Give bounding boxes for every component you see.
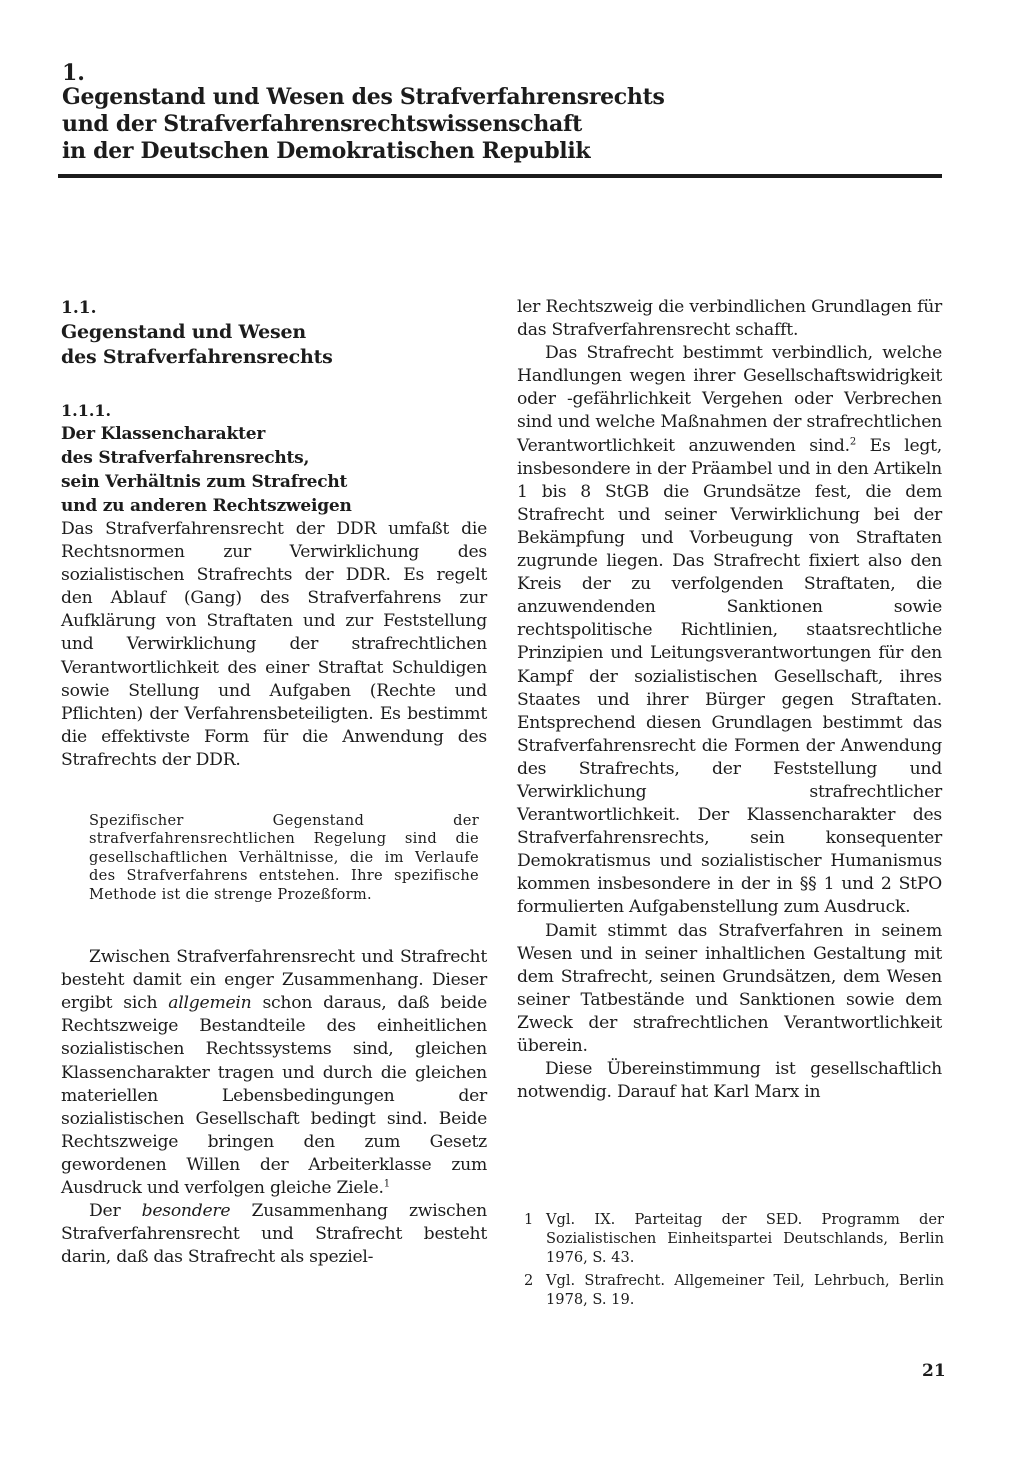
footnote-ref: 2 <box>849 435 856 447</box>
title-rule <box>58 174 942 178</box>
paragraph <box>517 342 942 919</box>
subsection-number: 1.1.1. <box>61 401 112 420</box>
paragraph: Das Strafverfahrensrecht der DDR umfaßt die Rechtsnormen zur Verwirklichung des sozialistischen Strafrechts der DDR. Es regelt den Ablauf (Gang) des Strafverfahrens zur Aufklärung von Straftaten und zur Feststellung und Verwirklichung der strafrechtlichen Verantwortlichkeit des einer Straftat Schuldigen sowie Stellung und Aufgaben (Rechte und Pflichten) der Verfahrensbeteiligten. Es bestimmt die effektivste Form für die Anwendung des Strafrechts der DDR. <box>61 519 487 770</box>
paragraph <box>61 946 487 1200</box>
paragraph-text: Es legt, insbesondere in der Präambel und in den Artikeln 1 bis 8 StGB die Grundsätze fest, die dem Strafrecht und seiner Verwirklichung bei der Bekämpfung und Vorbeugung von Straftaten zugrunde liegen. Das Strafrecht fixiert also den Kreis der zu verfolgenden Straftaten, die anzuwendenden Sanktionen sowie rechtspolitische Richtlinien, staatsrechtliche Prinzipien und Leitungsverantwortungen für den Kampf der sozialistischen Gesellschaft, ihres Staates und ihrer Bürger gegen Straftaten. Entsprechend diesen Grundlagen bestimmt das Strafverfahrensrecht die Formen der Anwendung des Strafrechts, der Feststellung und Verwirklichung strafrechtlicher Verantwortlichkeit. Der Klassencharakter des Strafverfahrensrechts, sein konsequenter Demokratismus und sozialistischer Humanismus kommen insbesondere in der in §§ 1 und 2 StPO formulierten Aufgabenstellung zum Ausdruck. <box>517 435 942 918</box>
emphasis-text: besondere <box>141 1201 231 1222</box>
chapter-number: 1. <box>62 60 85 86</box>
emphasis-text: allgemein <box>168 993 252 1014</box>
highlight-box: Spezifischer Gegenstand der strafverfahrensrechtlichen Regelung sind die gesellschaftlichen Verhältnisse, die im Verlaufe des Strafverfahrens entstehen. Ihre spezifische Methode ist die strenge Prozeßform. <box>89 812 479 903</box>
footnote <box>524 1271 944 1309</box>
footnotes <box>524 1210 944 1313</box>
paragraph-text: Das Strafrecht bestimmt verbindlich, welche Handlungen wegen ihrer Gesellschaftswidrigkeit oder -gefährlichkeit Vergehen oder Verbrechen sind und welche Maßnahmen der strafrechtlichen Verantwortlichkeit anzuwenden sind. <box>517 343 942 456</box>
paragraph-text: Zusammenhang zwischen Strafverfahrensrecht und Strafrecht besteht darin, daß das Strafrecht als speziel- <box>61 1201 487 1268</box>
footnote-text: Vgl. Strafrecht. Allgemeiner Teil, Lehrbuch, Berlin 1978, S. 19. <box>546 1272 944 1308</box>
footnote-number: 2 <box>524 1272 534 1289</box>
paragraph-text: Der <box>89 1201 121 1222</box>
paragraph: ler Rechtszweig die verbindlichen Grundlagen für das Strafverfahrensrecht schafft. <box>517 297 942 341</box>
paragraph: Damit stimmt das Strafverfahren in seinem Wesen und in seiner inhaltlichen Gestaltung mit dem Strafrecht, seinen Grundsätzen, dem Wesen seiner Tatbestände und Sanktionen sowie dem Zweck der strafrechtlichen Verantwortlichkeit überein. <box>517 920 942 1056</box>
page-number: 21 <box>922 1361 946 1381</box>
section-title: Gegenstand und Wesen des Strafverfahrensrechts <box>61 321 333 368</box>
footnote <box>524 1210 944 1267</box>
left-column <box>61 296 487 1269</box>
paragraph: Diese Übereinstimmung ist gesellschaftlich notwendig. Darauf hat Karl Marx in <box>517 1059 942 1103</box>
footnote-number: 1 <box>524 1211 534 1228</box>
right-column <box>517 296 942 1104</box>
paragraph-text: schon daraus, daß beide Rechtszweige Bestandteile des einheitlichen sozialistischen Rechtssystems sind, gleichen Klassencharakter tragen und durch die gleichen materiellen Lebensbedingungen der sozialistischen Gesellschaft bedingt sind. Beide Rechtszweige bringen den zum Gesetz gewordenen Willen der Arbeiterklasse zum Ausdruck und verfolgen gleiche Ziele. <box>61 993 487 1198</box>
chapter-title: Gegenstand und Wesen des Strafverfahrensrechts und der Strafverfahrensrechtswissenschaft in der Deutschen Demokratischen Republik <box>62 84 665 164</box>
footnote-ref: 1 <box>383 1178 390 1190</box>
section-number: 1.1. <box>61 298 97 318</box>
paragraph <box>61 1200 487 1269</box>
paragraph-text: Zwischen Strafverfahrensrecht und Strafrecht besteht damit ein enger Zusammenhang. Dieser ergibt sich <box>61 947 487 1014</box>
footnote-text: Vgl. IX. Parteitag der SED. Programm der Sozialistischen Einheitspartei Deutschlands, Berlin 1976, S. 43. <box>546 1211 944 1266</box>
subsection-title: Der Klassencharakter des Strafverfahrensrechts, sein Verhältnis zum Strafrecht und zu anderen Rechtszweigen <box>61 424 352 516</box>
